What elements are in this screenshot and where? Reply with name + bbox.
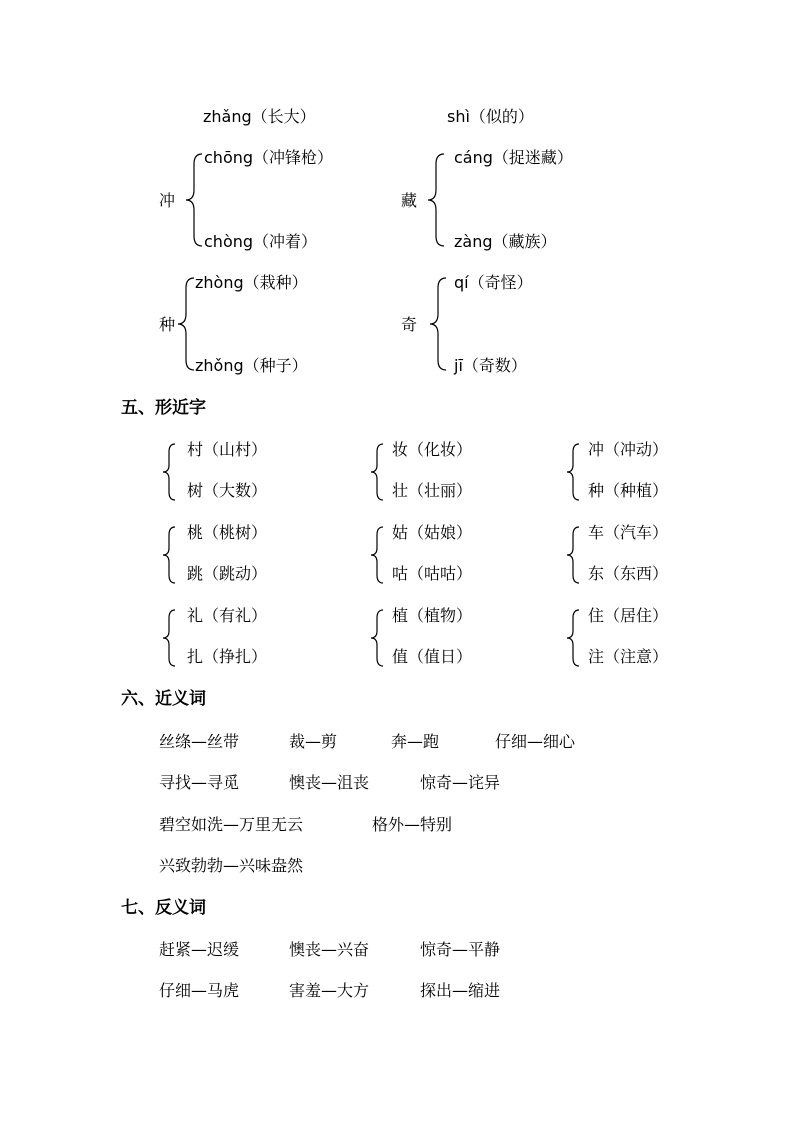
brace-chong [184, 150, 206, 250]
brace-group-9 [566, 608, 582, 668]
synonym-pair: 兴致勃勃—兴味盎然 [159, 856, 304, 875]
brace-group-6 [566, 525, 582, 585]
synonym-pair: 仔细—细心 [495, 732, 576, 751]
similar-group-6-bottom: 东（东西） [588, 564, 669, 583]
pinyin-zhang: zhǎng（长大） [203, 107, 316, 126]
poly-zhong-top: zhòng（栽种） [195, 273, 308, 292]
antonym-pair: 懊丧—兴奋 [289, 940, 370, 959]
similar-group-2-bottom: 壮（壮丽） [392, 481, 473, 500]
antonym-pair: 仔细—马虎 [159, 981, 240, 1000]
similar-group-7-top: 礼（有礼） [187, 606, 268, 625]
section-heading-similar-chars: 五、形近字 [121, 398, 206, 418]
poly-char-chong: 冲 [159, 191, 176, 210]
brace-group-5 [370, 525, 386, 585]
synonym-pair: 丝绦—丝带 [159, 732, 240, 751]
synonym-pair: 奔—跑 [391, 732, 440, 751]
poly-zhong-bottom: zhǒng（种子） [195, 356, 308, 375]
similar-group-5-bottom: 咕（咕咕） [392, 564, 473, 583]
brace-group-7 [162, 608, 178, 668]
synonym-pair: 裁—剪 [289, 732, 338, 751]
poly-char-cang: 藏 [401, 191, 418, 210]
section-heading-synonyms: 六、近义词 [121, 689, 206, 709]
poly-char-qi: 奇 [401, 315, 418, 334]
similar-group-7-bottom: 扎（挣扎） [187, 647, 268, 666]
similar-group-1-bottom: 树（大数） [187, 481, 268, 500]
similar-group-8-top: 植（植物） [392, 606, 473, 625]
brace-group-2 [370, 442, 386, 502]
antonym-pair: 害羞—大方 [289, 981, 370, 1000]
similar-group-9-bottom: 注（注意） [588, 647, 669, 666]
poly-cang-top: cáng（捉迷藏） [454, 148, 573, 167]
poly-cang-bottom: zàng（藏族） [454, 232, 557, 251]
similar-group-1-top: 村（山村） [187, 440, 268, 459]
similar-group-5-top: 姑（姑娘） [392, 523, 473, 542]
similar-group-3-top: 冲（冲动） [588, 440, 669, 459]
similar-group-8-bottom: 值（值日） [392, 647, 473, 666]
antonym-pair: 赶紧—迟缓 [159, 940, 240, 959]
poly-chong-bottom: chòng（冲着） [204, 232, 318, 251]
similar-group-2-top: 妆（化妆） [392, 440, 473, 459]
poly-char-zhong: 种 [159, 315, 176, 334]
poly-chong-top: chōng（冲锋枪） [204, 148, 334, 167]
pinyin-shi: shì（似的） [447, 107, 534, 126]
section-heading-antonyms: 七、反义词 [121, 898, 206, 918]
similar-group-4-top: 桃（桃树） [187, 523, 268, 542]
brace-group-3 [566, 442, 582, 502]
similar-group-9-top: 住（居住） [588, 606, 669, 625]
synonym-pair: 惊奇—诧异 [420, 773, 501, 792]
poly-qi-top: qí（奇怪） [454, 273, 533, 292]
brace-group-8 [370, 608, 386, 668]
brace-group-1 [162, 442, 178, 502]
synonym-pair: 格外—特别 [372, 815, 453, 834]
brace-cang [426, 150, 448, 250]
similar-group-6-top: 车（汽车） [588, 523, 669, 542]
brace-group-4 [162, 525, 178, 585]
antonym-pair: 探出—缩进 [420, 981, 501, 1000]
similar-group-3-bottom: 种（种植） [588, 481, 669, 500]
brace-qi [428, 274, 450, 374]
similar-group-4-bottom: 跳（跳动） [187, 564, 268, 583]
poly-qi-bottom: jī（奇数） [454, 356, 527, 375]
synonym-pair: 寻找—寻觅 [159, 773, 240, 792]
synonym-pair: 懊丧—沮丧 [289, 773, 370, 792]
antonym-pair: 惊奇—平静 [420, 940, 501, 959]
synonym-pair: 碧空如洗—万里无云 [159, 815, 304, 834]
